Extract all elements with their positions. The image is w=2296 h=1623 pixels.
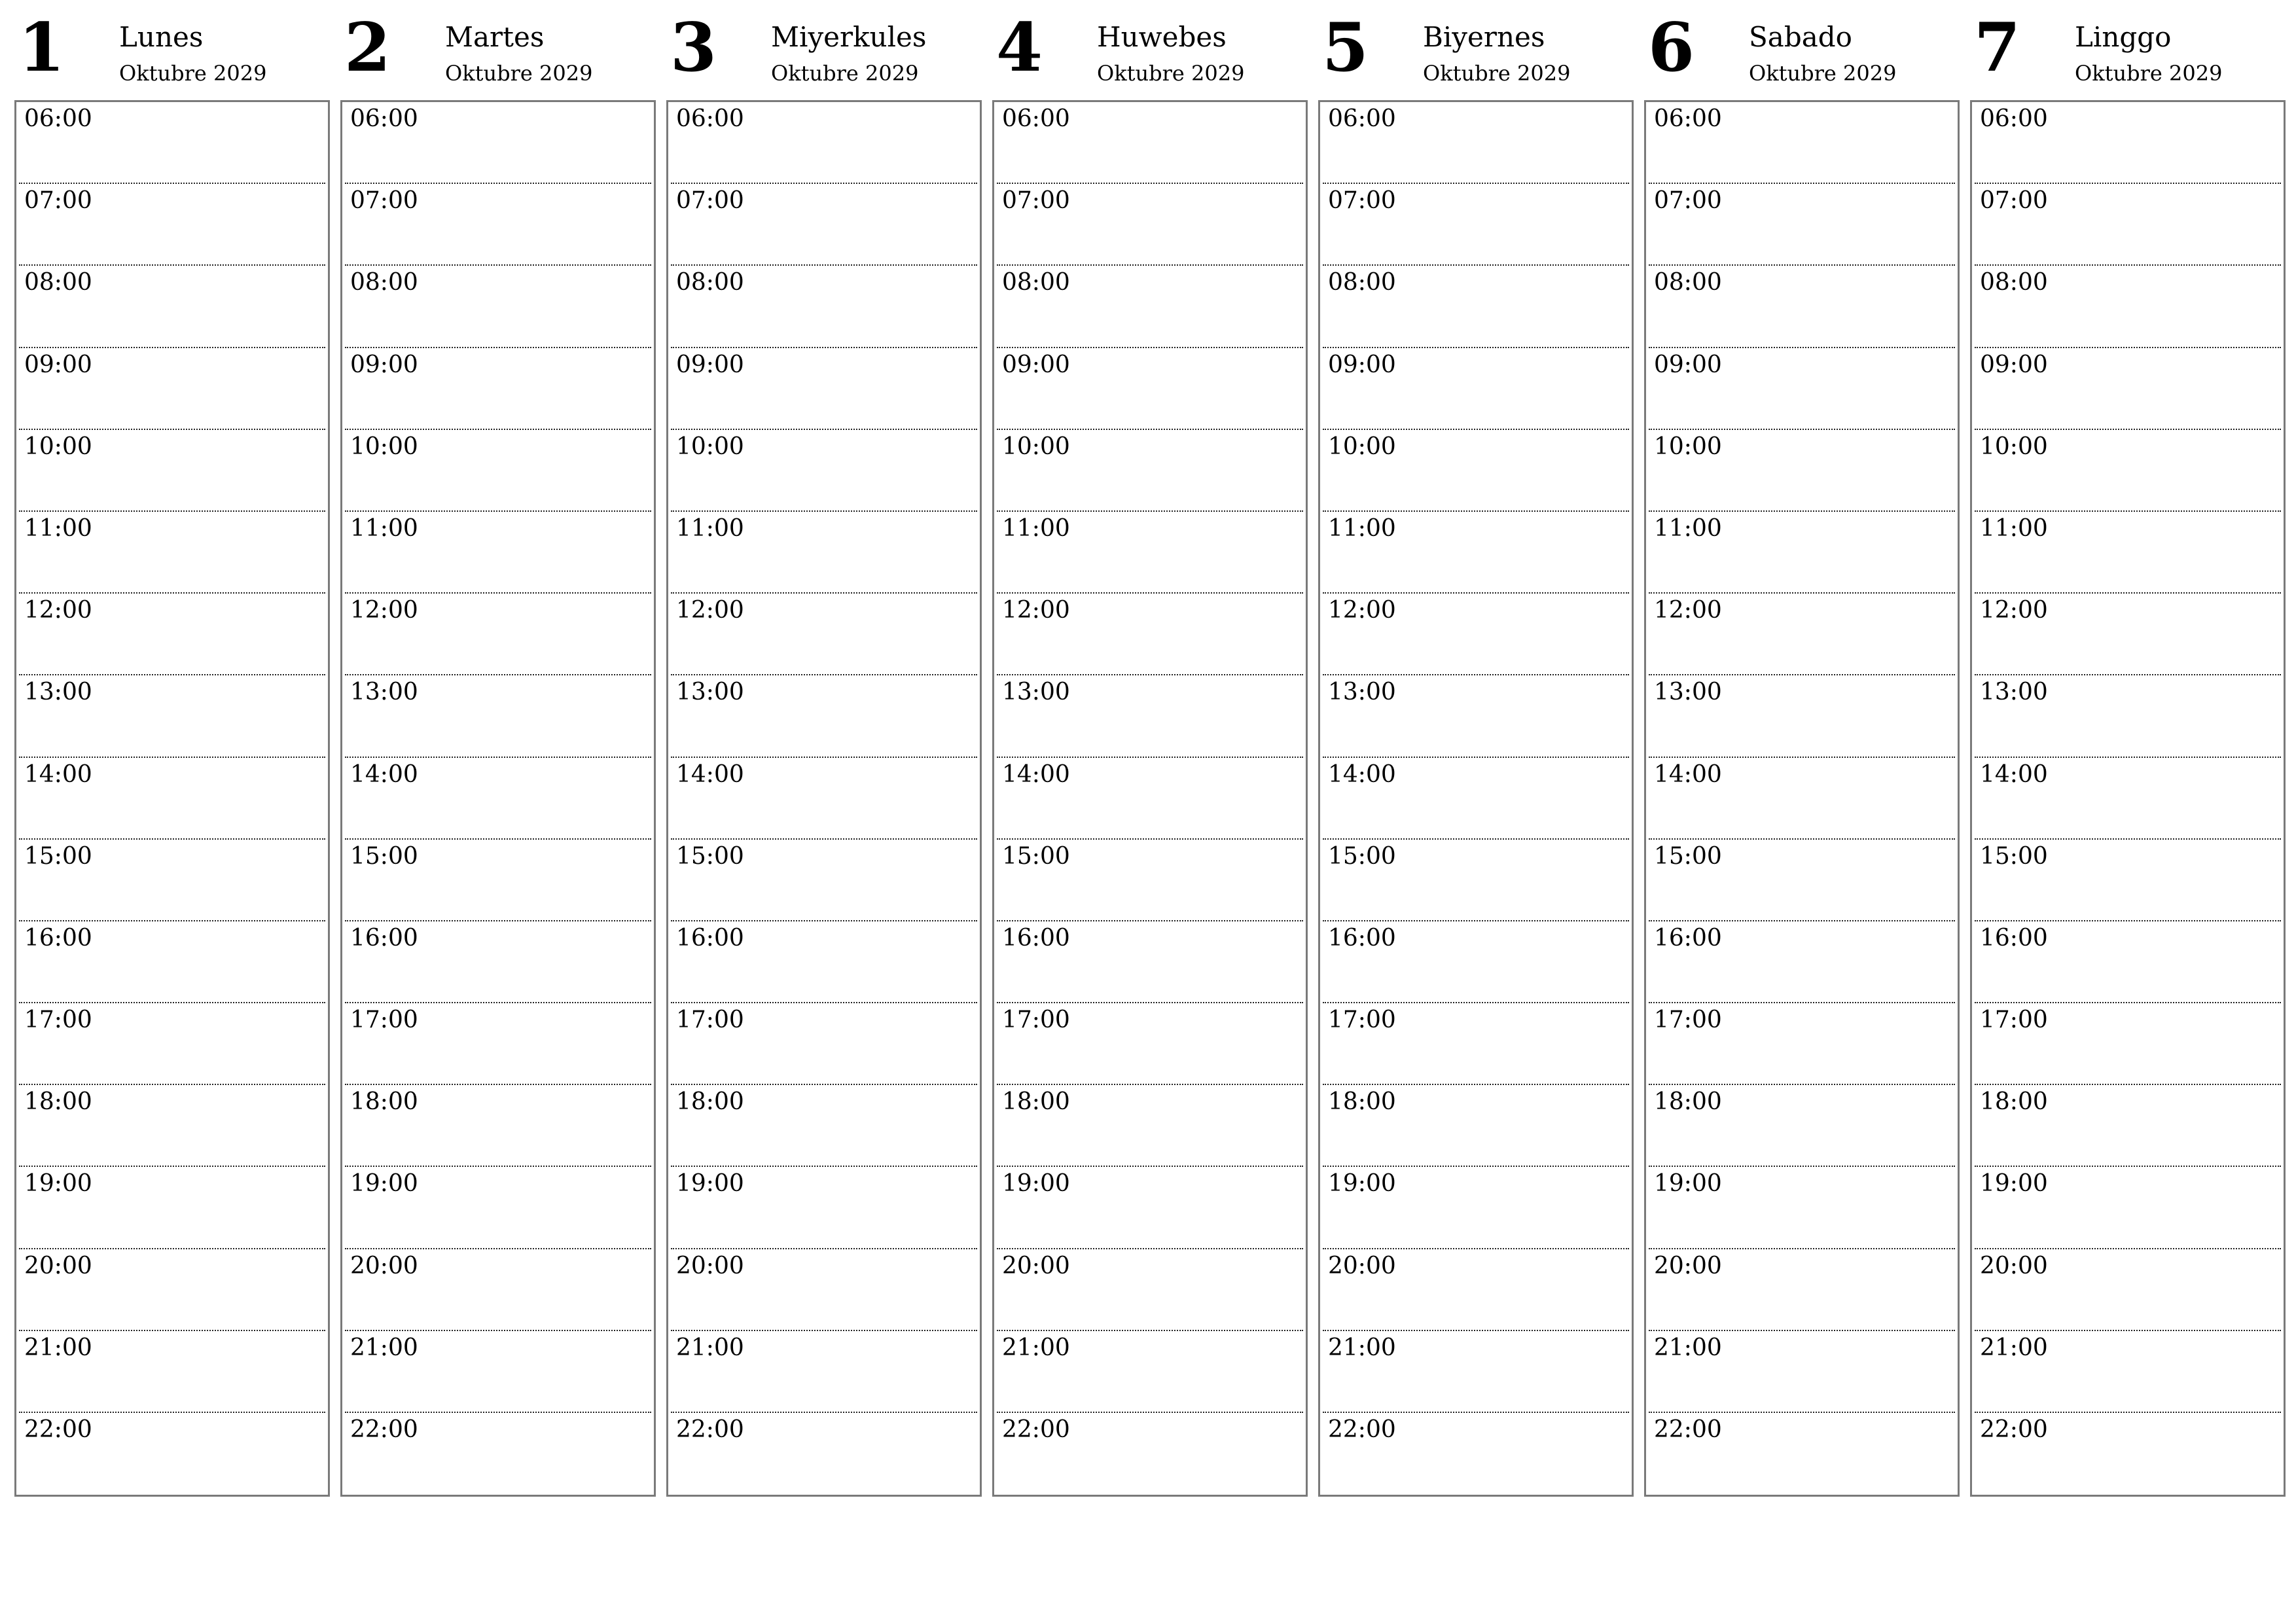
hour-slot[interactable] [1323,1003,1629,1085]
hour-slot[interactable] [19,1413,325,1495]
hour-slot[interactable] [997,1167,1303,1249]
day-month: Oktubre 2029 [119,61,267,86]
hour-slot[interactable] [19,594,325,675]
hour-label: 08:00 [1980,269,2048,296]
hour-label: 08:00 [1654,269,1722,296]
hour-label: 07:00 [1328,187,1396,215]
hour-label: 18:00 [1980,1088,2048,1116]
hour-slot[interactable] [1323,675,1629,757]
hour-label: 20:00 [1002,1252,1070,1279]
hour-slot[interactable] [671,594,977,675]
day-name: Linggo [2075,21,2172,53]
hour-label: 20:00 [1328,1252,1396,1279]
day-column [992,0,1306,1443]
hour-slot[interactable] [1323,1413,1629,1495]
hour-slot[interactable] [1323,184,1629,266]
hour-label: 14:00 [24,760,92,788]
hour-slot[interactable] [997,921,1303,1003]
hour-label: 10:00 [24,433,92,460]
hour-slot[interactable] [997,184,1303,266]
hour-slot[interactable] [1649,1331,1955,1413]
hour-slot[interactable] [1649,1003,1955,1085]
hour-slot[interactable] [1649,102,1955,184]
day-name: Huwebes [1097,21,1227,53]
hour-slot[interactable] [19,1249,325,1331]
hour-label: 08:00 [24,269,92,296]
hour-label: 11:00 [1328,514,1396,542]
hour-label: 14:00 [676,760,744,788]
hour-label: 13:00 [1980,679,2048,706]
hour-slot[interactable] [1649,840,1955,921]
hour-slot[interactable] [1649,758,1955,840]
hour-label: 15:00 [24,842,92,870]
hour-slot[interactable] [671,675,977,757]
day-name: Biyernes [1423,21,1545,53]
hour-label: 07:00 [24,187,92,215]
hour-slot[interactable] [1975,594,2281,675]
hour-label: 17:00 [350,1007,418,1034]
hour-label: 09:00 [1980,351,2048,378]
hour-label: 22:00 [24,1416,92,1443]
hour-slot[interactable] [1649,1413,1955,1495]
hour-slot[interactable] [1323,921,1629,1003]
day-name: Martes [445,21,545,53]
hour-label: 17:00 [1654,1007,1722,1034]
hour-label: 22:00 [1328,1416,1396,1443]
hour-slot[interactable] [19,675,325,757]
hour-label: 18:00 [1002,1088,1070,1116]
hour-label: 22:00 [350,1416,418,1443]
hour-slot[interactable] [345,675,651,757]
hour-label: 22:00 [1654,1416,1722,1443]
hour-label: 11:00 [350,514,418,542]
hour-slot[interactable] [671,1413,977,1495]
hour-slot[interactable] [19,1085,325,1167]
hour-label: 16:00 [676,924,744,952]
hour-slot[interactable] [345,840,651,921]
hour-slot[interactable] [1975,675,2281,757]
hour-slot[interactable] [1323,758,1629,840]
day-number: 7 [1974,9,2020,87]
hour-label: 14:00 [1654,760,1722,788]
hour-label: 15:00 [350,842,418,870]
day-number: 2 [344,9,391,87]
hour-slot[interactable] [997,102,1303,184]
hour-label: 22:00 [1002,1416,1070,1443]
hour-slot[interactable] [671,1167,977,1249]
hour-label: 07:00 [1980,187,2048,215]
day-month: Oktubre 2029 [771,61,919,86]
hour-slot[interactable] [1975,348,2281,430]
hour-slot[interactable] [671,1331,977,1413]
hour-label: 16:00 [1654,924,1722,952]
day-column [666,0,980,1443]
hour-label: 19:00 [350,1170,418,1198]
hour-label: 16:00 [1980,924,2048,952]
hour-slot[interactable] [671,1003,977,1085]
hour-slot[interactable] [671,184,977,266]
hour-slot[interactable] [1975,1249,2281,1331]
hour-slot[interactable] [1323,430,1629,512]
hour-label: 21:00 [350,1334,418,1361]
hour-slot[interactable] [671,102,977,184]
hour-slot[interactable] [671,921,977,1003]
hour-label: 10:00 [676,433,744,460]
hour-label: 19:00 [1980,1170,2048,1198]
hour-label: 06:00 [1328,105,1396,132]
hour-slot[interactable] [1649,348,1955,430]
hour-slot[interactable] [997,1085,1303,1167]
hour-label: 16:00 [24,924,92,952]
hour-label: 06:00 [1980,105,2048,132]
hour-slot[interactable] [1649,1249,1955,1331]
day-schedule-box [666,100,982,1497]
hour-label: 11:00 [24,514,92,542]
hour-label: 13:00 [1654,679,1722,706]
hour-slot[interactable] [345,1003,651,1085]
hour-label: 12:00 [350,597,418,624]
hour-label: 12:00 [676,597,744,624]
day-name: Miyerkules [771,21,927,53]
hour-slot[interactable] [671,348,977,430]
hour-label: 17:00 [1980,1007,2048,1034]
hour-label: 15:00 [1654,842,1722,870]
hour-label: 12:00 [1654,597,1722,624]
hour-slot[interactable] [671,840,977,921]
hour-label: 07:00 [676,187,744,215]
hour-slot[interactable] [1323,1331,1629,1413]
day-month: Oktubre 2029 [1749,61,1897,86]
hour-slot[interactable] [997,1003,1303,1085]
hour-label: 19:00 [1328,1170,1396,1198]
hour-slot[interactable] [1323,512,1629,594]
hour-label: 15:00 [676,842,744,870]
hour-label: 08:00 [350,269,418,296]
hour-slot[interactable] [1649,1085,1955,1167]
day-number: 4 [996,9,1043,87]
hour-label: 10:00 [1002,433,1070,460]
hour-slot[interactable] [1649,512,1955,594]
hour-label: 09:00 [676,351,744,378]
hour-slot[interactable] [19,1003,325,1085]
hour-slot[interactable] [345,348,651,430]
hour-slot[interactable] [1323,266,1629,348]
day-schedule-box [14,100,330,1497]
hour-slot[interactable] [19,840,325,921]
hour-label: 09:00 [24,351,92,378]
hour-label: 08:00 [1002,269,1070,296]
hour-slot[interactable] [19,102,325,184]
hour-label: 07:00 [1654,187,1722,215]
hour-label: 19:00 [1654,1170,1722,1198]
hour-label: 15:00 [1980,842,2048,870]
hour-slot[interactable] [1323,348,1629,430]
hour-label: 08:00 [1328,269,1396,296]
hour-label: 13:00 [24,679,92,706]
hour-slot[interactable] [1649,594,1955,675]
hour-slot[interactable] [997,758,1303,840]
hour-label: 12:00 [1980,597,2048,624]
hour-slot[interactable] [345,184,651,266]
day-header [340,0,655,100]
day-header [666,0,980,100]
hour-slot[interactable] [345,1331,651,1413]
hour-label: 16:00 [350,924,418,952]
hour-label: 09:00 [350,351,418,378]
hour-slot[interactable] [1975,921,2281,1003]
hour-label: 17:00 [676,1007,744,1034]
hour-slot[interactable] [997,1413,1303,1495]
hour-label: 20:00 [1980,1252,2048,1279]
hour-label: 10:00 [1980,433,2048,460]
day-column [340,0,655,1443]
day-name: Sabado [1749,21,1852,53]
day-month: Oktubre 2029 [1423,61,1571,86]
hour-slot[interactable] [1975,758,2281,840]
hour-slot[interactable] [19,512,325,594]
hour-slot[interactable] [345,1249,651,1331]
hour-label: 09:00 [1328,351,1396,378]
hour-label: 20:00 [676,1252,744,1279]
hour-label: 15:00 [1002,842,1070,870]
hour-label: 07:00 [350,187,418,215]
hour-slot[interactable] [1323,840,1629,921]
hour-slot[interactable] [997,266,1303,348]
hour-label: 20:00 [350,1252,418,1279]
day-number: 1 [18,9,65,87]
hour-slot[interactable] [1649,1167,1955,1249]
day-number: 5 [1322,9,1369,87]
hour-slot[interactable] [19,1167,325,1249]
hour-slot[interactable] [997,1249,1303,1331]
hour-label: 17:00 [1328,1007,1396,1034]
hour-label: 17:00 [1002,1007,1070,1034]
hour-label: 14:00 [1980,760,2048,788]
hour-slot[interactable] [345,758,651,840]
hour-slot[interactable] [671,430,977,512]
hour-slot[interactable] [345,266,651,348]
hour-label: 09:00 [1002,351,1070,378]
day-month: Oktubre 2029 [1097,61,1245,86]
hour-slot[interactable] [997,430,1303,512]
hour-label: 18:00 [1654,1088,1722,1116]
hour-label: 20:00 [1654,1252,1722,1279]
hour-slot[interactable] [671,1249,977,1331]
day-header [1318,0,1632,100]
hour-label: 19:00 [24,1170,92,1198]
hour-label: 18:00 [676,1088,744,1116]
hour-label: 16:00 [1328,924,1396,952]
hour-label: 06:00 [1654,105,1722,132]
day-header [14,0,329,100]
hour-label: 11:00 [1654,514,1722,542]
hour-label: 21:00 [24,1334,92,1361]
hour-label: 13:00 [1002,679,1070,706]
day-number: 6 [1648,9,1695,87]
hour-slot[interactable] [997,1331,1303,1413]
hour-slot[interactable] [1975,840,2281,921]
hour-slot[interactable] [19,266,325,348]
hour-label: 06:00 [350,105,418,132]
day-month: Oktubre 2029 [2075,61,2223,86]
hour-slot[interactable] [345,430,651,512]
hour-label: 12:00 [24,597,92,624]
hour-label: 20:00 [24,1252,92,1279]
hour-label: 09:00 [1654,351,1722,378]
hour-label: 11:00 [1002,514,1070,542]
hour-slot[interactable] [1649,184,1955,266]
hour-label: 08:00 [676,269,744,296]
day-schedule-box [1970,100,2286,1497]
hour-label: 07:00 [1002,187,1070,215]
hour-slot[interactable] [671,266,977,348]
day-column [1318,0,1632,1443]
hour-label: 10:00 [1328,433,1396,460]
day-schedule-box [340,100,656,1497]
hour-slot[interactable] [671,512,977,594]
day-column [1644,0,1958,1443]
hour-slot[interactable] [19,348,325,430]
hour-slot[interactable] [345,1167,651,1249]
day-schedule-box [992,100,1308,1497]
hour-label: 18:00 [24,1088,92,1116]
day-header [1644,0,1958,100]
hour-label: 13:00 [676,679,744,706]
hour-label: 06:00 [24,105,92,132]
hour-slot[interactable] [1975,430,2281,512]
hour-label: 06:00 [676,105,744,132]
day-schedule-box [1644,100,1960,1497]
hour-slot[interactable] [19,184,325,266]
hour-slot[interactable] [1975,512,2281,594]
hour-label: 21:00 [676,1334,744,1361]
hour-slot[interactable] [997,512,1303,594]
hour-slot[interactable] [671,758,977,840]
hour-slot[interactable] [345,512,651,594]
hour-label: 12:00 [1328,597,1396,624]
day-number: 3 [670,9,717,87]
hour-label: 21:00 [1654,1334,1722,1361]
hour-slot[interactable] [671,1085,977,1167]
hour-slot[interactable] [19,758,325,840]
hour-slot[interactable] [1975,184,2281,266]
hour-label: 10:00 [1654,433,1722,460]
hour-label: 13:00 [1328,679,1396,706]
hour-slot[interactable] [1975,1167,2281,1249]
hour-label: 21:00 [1328,1334,1396,1361]
hour-label: 10:00 [350,433,418,460]
hour-slot[interactable] [1323,1249,1629,1331]
hour-slot[interactable] [1975,266,2281,348]
hour-slot[interactable] [997,675,1303,757]
hour-label: 18:00 [350,1088,418,1116]
hour-label: 22:00 [676,1416,744,1443]
day-column [1970,0,2284,1443]
hour-label: 17:00 [24,1007,92,1034]
day-header [992,0,1306,100]
hour-slot[interactable] [1975,1331,2281,1413]
hour-label: 19:00 [1002,1170,1070,1198]
hour-slot[interactable] [1975,1003,2281,1085]
hour-slot[interactable] [1975,1085,2281,1167]
hour-label: 19:00 [676,1170,744,1198]
hour-slot[interactable] [1323,1167,1629,1249]
hour-slot[interactable] [345,102,651,184]
hour-slot[interactable] [1323,1085,1629,1167]
hour-slot[interactable] [1649,921,1955,1003]
hour-slot[interactable] [997,594,1303,675]
hour-slot[interactable] [1975,1413,2281,1495]
hour-label: 14:00 [1002,760,1070,788]
day-schedule-box [1318,100,1634,1497]
hour-label: 18:00 [1328,1088,1396,1116]
day-month: Oktubre 2029 [445,61,593,86]
hour-label: 16:00 [1002,924,1070,952]
hour-slot[interactable] [997,840,1303,921]
hour-label: 21:00 [1002,1334,1070,1361]
hour-slot[interactable] [1323,594,1629,675]
hour-label: 14:00 [1328,760,1396,788]
day-name: Lunes [119,21,204,53]
hour-label: 06:00 [1002,105,1070,132]
hour-slot[interactable] [345,921,651,1003]
hour-slot[interactable] [1649,430,1955,512]
hour-label: 12:00 [1002,597,1070,624]
hour-slot[interactable] [345,1413,651,1495]
hour-label: 13:00 [350,679,418,706]
hour-label: 14:00 [350,760,418,788]
day-column [14,0,329,1443]
hour-slot[interactable] [1649,675,1955,757]
hour-label: 11:00 [1980,514,2048,542]
hour-slot[interactable] [1975,102,2281,184]
hour-label: 21:00 [1980,1334,2048,1361]
hour-slot[interactable] [1323,102,1629,184]
hour-label: 15:00 [1328,842,1396,870]
day-header [1970,0,2284,100]
hour-slot[interactable] [19,430,325,512]
hour-slot[interactable] [19,921,325,1003]
hour-slot[interactable] [1649,266,1955,348]
hour-label: 22:00 [1980,1416,2048,1443]
hour-slot[interactable] [19,1331,325,1413]
hour-slot[interactable] [345,1085,651,1167]
hour-label: 11:00 [676,514,744,542]
hour-slot[interactable] [345,594,651,675]
hour-slot[interactable] [997,348,1303,430]
